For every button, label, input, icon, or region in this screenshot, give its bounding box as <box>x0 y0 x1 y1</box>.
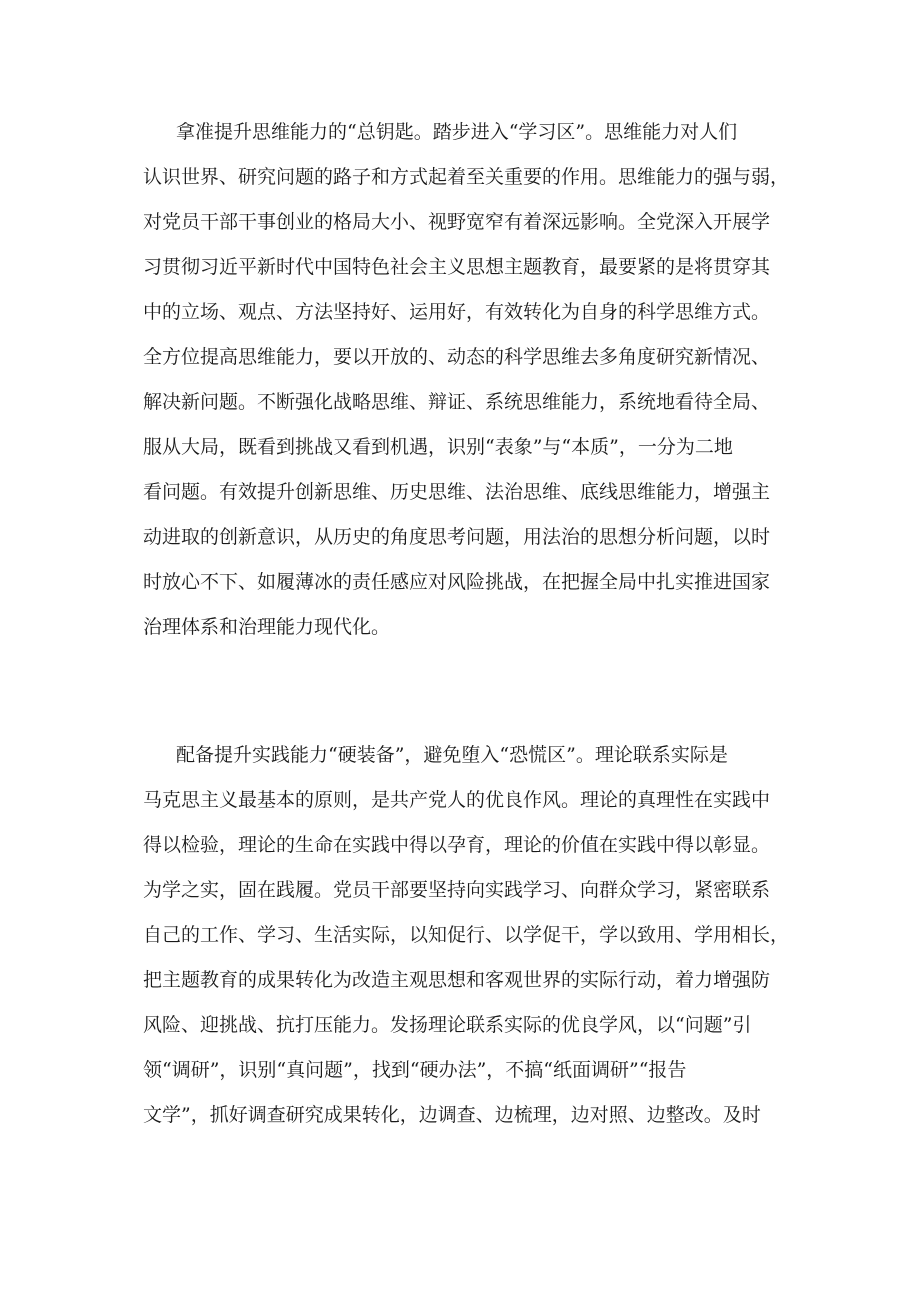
text-line: 得以检验，理论的生命在实践中得以孕育，理论的价值在实践中得以彰显。 <box>143 834 771 856</box>
text-line: 领“调研”，识别“真问题”，找到“硬办法”，不搞“纸面调研”“报告 <box>143 1059 687 1081</box>
text-line: 认识世界、研究问题的路子和方式起着至关重要的作用。思维能力的强与弱， <box>143 166 790 188</box>
text-line: 习贯彻习近平新时代中国特色社会主义思想主题教育，最要紧的是将贯穿其 <box>143 256 771 278</box>
text-line: 文学”，抓好调查研究成果转化，边调查、边梳理，边对照、边整改。及时 <box>143 1104 761 1126</box>
text-line: 中的立场、观点、方法坚持好、运用好，有效转化为自身的科学思维方式。 <box>143 301 771 323</box>
text-line: 马克思主义最基本的原则，是共产党人的优良作风。理论的真理性在实践中 <box>143 789 771 811</box>
text-line: 把主题教育的成果转化为改造主观思想和客观世界的实际行动，着力增强防 <box>143 969 771 991</box>
text-line: 配备提升实践能力“硬装备”，避免堕入“恐慌区”。理论联系实际是 <box>176 744 728 766</box>
text-line: 服从大局，既看到挑战又看到机遇，识别“表象”与“本质”，一分为二地 <box>143 436 733 458</box>
text-line: 自己的工作、学习、生活实际，以知促行、以学促干，学以致用、学用相长， <box>143 924 790 946</box>
text-line: 拿准提升思维能力的“总钥匙。踏步进入“学习区”。思维能力对人们 <box>176 121 738 143</box>
text-line: 时放心不下、如履薄冰的责任感应对风险挑战，在把握全局中扎实推进国家 <box>143 571 771 593</box>
text-line: 动进取的创新意识，从历史的角度思考问题，用法治的思想分析问题，以时 <box>143 526 771 548</box>
text-line: 全方位提高思维能力，要以开放的、动态的科学思维去多角度研究新情况、 <box>143 346 771 368</box>
text-line: 风险、迎挑战、抗打压能力。发扬理论联系实际的优良学风，以“问题”引 <box>143 1014 752 1036</box>
text-line: 治理体系和治理能力现代化。 <box>143 616 391 638</box>
text-line: 解决新问题。不断强化战略思维、辩证、系统思维能力，系统地看待全局、 <box>143 391 771 413</box>
text-line: 为学之实，固在践履。党员干部要坚持向实践学习、向群众学习，紧密联系 <box>143 879 771 901</box>
text-line: 对党员干部干事创业的格局大小、视野宽窄有着深远影响。全党深入开展学 <box>143 211 771 233</box>
text-line: 看问题。有效提升创新思维、历史思维、法治思维、底线思维能力，增强主 <box>143 481 771 503</box>
